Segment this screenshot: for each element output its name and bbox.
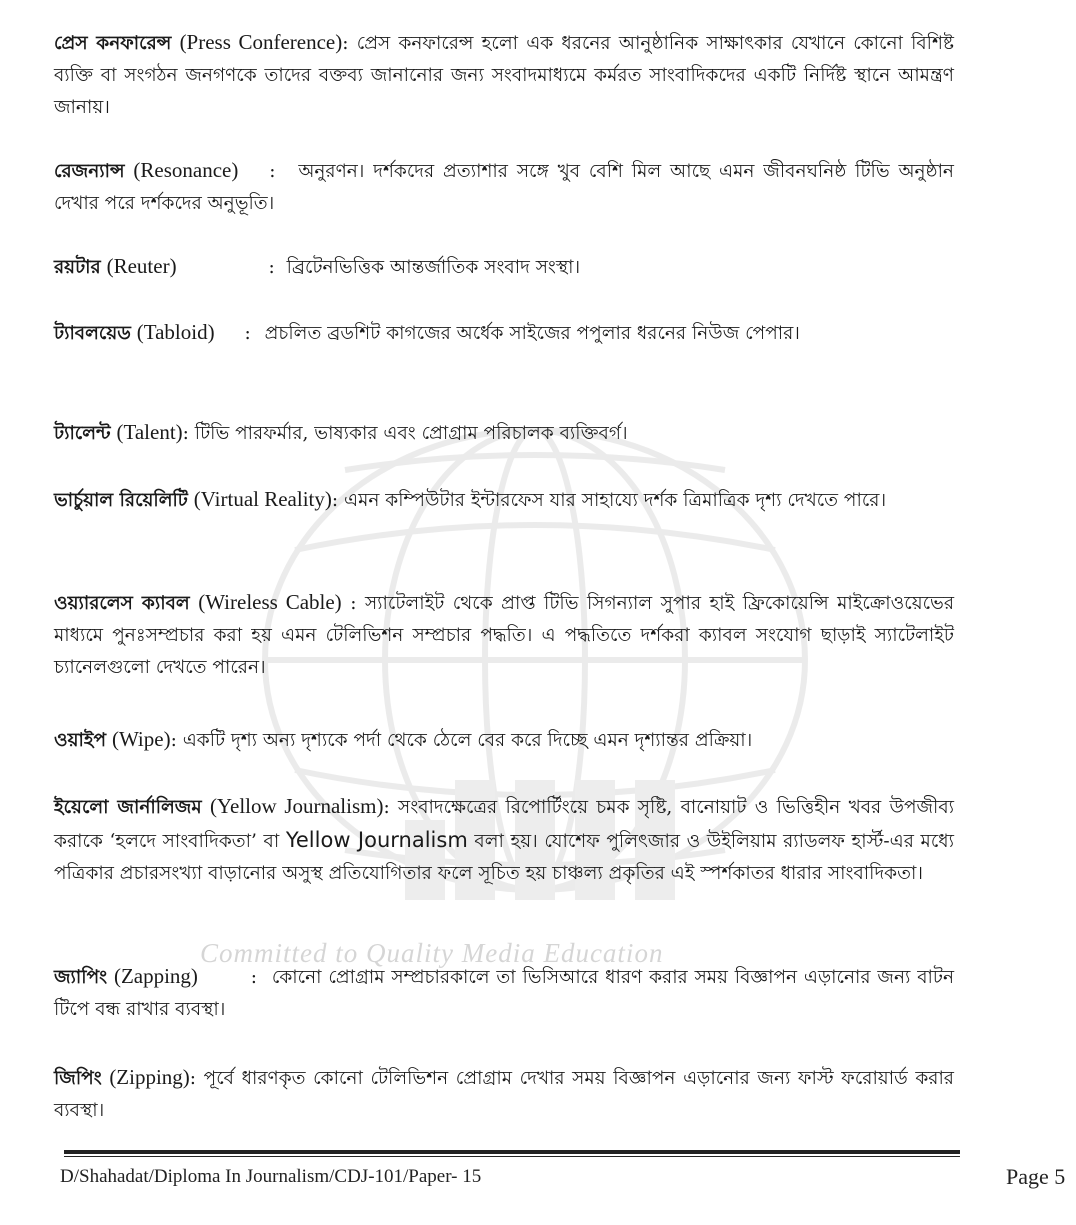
- term-english: (Tabloid): [136, 320, 215, 344]
- watermark-tagline: Committed to Quality Media Education: [200, 938, 664, 968]
- term-bangla: জ্যাপিং: [54, 967, 108, 988]
- footer-rule-thick: [64, 1150, 960, 1154]
- term-definition-english: Yellow Journalism: [285, 828, 468, 852]
- glossary-entry-yellow-journalism: [54, 790, 954, 890]
- term-bangla: রেজন্যান্স: [54, 161, 125, 182]
- glossary-entry-talent: [54, 416, 628, 450]
- term-separator: :: [383, 797, 390, 818]
- glossary-entry-virtual-reality: [54, 483, 886, 517]
- term-bangla: ওয়াইপ: [54, 730, 107, 751]
- glossary-entry-resonance: [54, 154, 954, 220]
- term-english: (Talent): [116, 420, 183, 444]
- term-bangla: ইয়েলো জার্নালিজম: [54, 797, 202, 818]
- term-separator: :: [342, 33, 349, 54]
- term-bangla: রয়টার: [54, 257, 101, 278]
- term-english: (Press Conference): [179, 30, 343, 54]
- term-separator: :: [350, 593, 357, 614]
- term-separator: :: [269, 161, 276, 182]
- term-definition: ব্রিটেনভিত্তিক আন্তর্জাতিক সংবাদ সংস্থা।: [286, 257, 581, 278]
- term-definition: অনুরণন। দর্শকদের প্রত্যাশার সঙ্গে খুব বেশি মিল আছে এমন জীবনঘনিষ্ঠ টিভি অনুষ্ঠান দেখার পরে দর্শকদের অনুভূতি।: [54, 161, 954, 214]
- term-english: (Resonance): [133, 158, 239, 182]
- term-separator: :: [250, 967, 258, 988]
- footer-rule-thin: [64, 1156, 960, 1157]
- term-definition: প্রচলিত ব্রডশিট কাগজের অর্ধেক সাইজের পপুলার ধরনের নিউজ পেপার।: [264, 323, 800, 344]
- term-separator: :: [244, 323, 251, 344]
- glossary-entry-zapping: [54, 960, 954, 1026]
- term-definition: টিভি পারফর্মার, ভাষ্যকার এবং প্রোগ্রাম পরিচালক ব্যক্তিবর্গ।: [194, 423, 628, 444]
- glossary-entry-wipe: [54, 723, 752, 757]
- term-english: (Zipping): [109, 1065, 190, 1089]
- term-english: (Virtual Reality): [193, 487, 332, 511]
- footer-reference: D/Shahadat/Diploma In Journalism/CDJ-101/Paper- 15: [60, 1166, 482, 1187]
- term-bangla: ওয়্যারলেস ক্যাবল: [54, 593, 190, 614]
- term-definition: একটি দৃশ্য অন্য দৃশ্যকে পর্দা থেকে ঠেলে বের করে দিচ্ছে এমন দৃশ্যান্তর প্রক্রিয়া।: [182, 730, 753, 751]
- term-definition: পূর্বে ধারণকৃত কোনো টেলিভিশন প্রোগ্রাম দেখার সময় বিজ্ঞাপন এড়ানোর জন্য ফাস্ট ফরোয়ার্ড করার ব্যবস্থা।: [54, 1068, 954, 1121]
- term-bangla: প্রেস কনফারেন্স: [54, 33, 172, 54]
- term-definition: স্যাটেলাইট থেকে প্রাপ্ত টিভি সিগন্যাল সুপার হাই ফ্রিকোয়েন্সি মাইক্রোওয়েভের মাধ্যমে পুনঃসম্প্রচার করা হয় এমন টেলিভিশন সম্প্রচার পদ্ধতি। এ পদ্ধতিতে দর্শকরা ক্যাবল সংযোগ ছাড়াই স্যাটেলাইট চ্যানেলগুলো দেখতে পারেন।: [54, 593, 954, 678]
- term-english: (Wipe): [111, 727, 171, 751]
- term-bangla: ট্যাবলয়েড: [54, 323, 131, 344]
- glossary-entry-zipping: [54, 1061, 954, 1127]
- term-definition: কোনো প্রোগ্রাম সম্প্রচারকালে তা ভিসিআরে ধারণ করার সময় বিজ্ঞাপন এড়ানোর জন্য বাটন টিপে বন্ধ রাখার ব্যবস্থা।: [54, 967, 954, 1020]
- glossary-entry-wireless-cable: [54, 586, 954, 684]
- term-separator: :: [331, 490, 339, 511]
- glossary-entry-tabloid: [54, 316, 844, 350]
- term-bangla: ট্যালেন্ট: [54, 423, 111, 444]
- term-separator: :: [189, 1068, 197, 1089]
- term-bangla: ভার্চুয়াল রিয়েলিটি: [54, 490, 188, 511]
- glossary-entry-reuter: [54, 250, 580, 284]
- term-english: (Reuter): [106, 254, 177, 278]
- term-bangla: জিপিং: [54, 1068, 102, 1089]
- glossary-entry-press-conference: [54, 26, 954, 124]
- term-definition-part-b: বলা হয়। যোশেফ পুলিৎজার ও উইলিয়াম র‍্যাডলফ হার্স্ট-এর মধ্যে পত্রিকার প্রচারসংখ্যা বাড়ানোর অসুস্থ প্রতিযোগিতার ফলে সূচিত হয় চাঞ্চল্য প্রকৃতির এই স্পর্শকাতর ধারার সাংবাদিকতা।: [54, 831, 954, 884]
- term-english: (Yellow Journalism): [209, 794, 384, 818]
- term-english: (Wireless Cable): [198, 590, 342, 614]
- page-number: Page 5: [1006, 1164, 1066, 1189]
- term-separator: :: [182, 423, 189, 444]
- term-definition: প্রেস কনফারেন্স হলো এক ধরনের আনুষ্ঠানিক সাক্ষাৎকার যেখানে কোনো বিশিষ্ট ব্যক্তি বা সংগঠন জনগণকে তাদের বক্তব্য জানানোর জন্য সংবাদমাধ্যমে কর্মরত সাংবাদিকদের একটি নির্দিষ্ট স্থানে আমন্ত্রণ জানায়।: [54, 33, 954, 118]
- term-separator: :: [170, 730, 177, 751]
- term-definition: এমন কম্পিউটার ইন্টারফেস যার সাহায্যে দর্শক ত্রিমাত্রিক দৃশ্য দেখতে পারে।: [344, 490, 887, 511]
- term-separator: :: [268, 257, 275, 278]
- term-definition-part-a: সংবাদক্ষেত্রের রিপোর্টিংয়ে চমক সৃষ্টি, বানোয়াট ও ভিত্তিহীন খবর উপজীব্য করাকে ‘হলদে সাংবাদিকতা’ বা: [54, 797, 955, 852]
- term-english: (Zapping): [113, 964, 198, 988]
